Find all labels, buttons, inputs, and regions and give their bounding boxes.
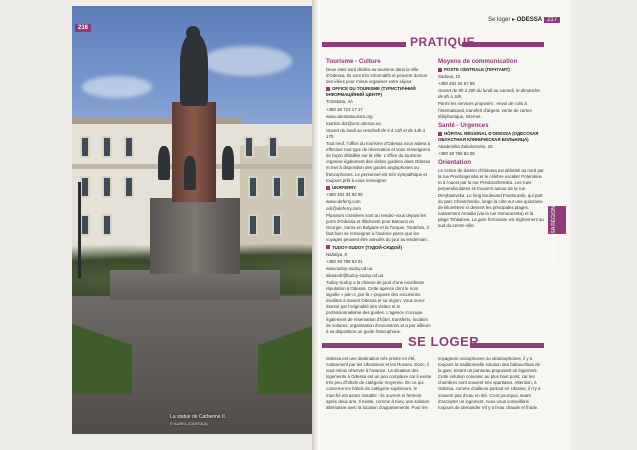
ukrferry-email-link[interactable]: odr@ukrferry.com [326, 205, 361, 211]
tudoy-name: TUDOY-SUDOY (ТУДОЙ-СЮДОЙ) [326, 245, 432, 251]
poste-address: Sadova, 10 [438, 74, 461, 80]
ukrferry-name: UKRFERRY [326, 185, 432, 191]
office-hours: Ouvert du lundi au vendredi de 9 à 13h et de 14h à 17h. [326, 127, 426, 139]
hopital-address: Akademika Zabolotnoho, 26 [438, 143, 493, 149]
ukrferry-phone: +380 482 34 82 96 [326, 191, 363, 197]
pratique-column-2 [438, 56, 544, 328]
office-email-link[interactable]: tourism.dct@omr.odessa.ua [326, 120, 381, 126]
poste-description: Parmi les services proposés : envoi de colis à l'international, transfert d'argent, vente de cartes téléphonique, Internet. [438, 101, 532, 119]
orientation-heading: Orientation [438, 159, 472, 167]
office-description: Tout neuf, l'office du tourisme d'Odessa vous aidera à effectuer tout type de réservation et vous renseignera de façon détaillée sur la ville. L'office du tourisme organise également des visites guidées dans Odessa et met à disposition des guides anglophones ou francophones. Le personnel est très sympathique et toujours prêt à vous renseigner. [326, 141, 431, 183]
moyens-heading: Moyens de communication [438, 58, 518, 65]
se-loger-title: SE LOGER [408, 334, 480, 349]
office-address: Troitskaïa, 4A [326, 99, 353, 105]
se-loger-column-1 [326, 356, 432, 436]
pratique-column-1 [326, 56, 432, 334]
ukrferry-web-link[interactable]: www.ukrferry.com [326, 198, 361, 204]
running-header: Se loger ▸ ODESSA 217 [488, 16, 560, 23]
side-tab-label: ODESSA ET SA RÉGION [551, 206, 557, 264]
se-loger-text-2: voyageurs russophones ou ukrainophones, il y a toujours la traditionnelle solution des babouchkas de la gare, tenant un panneau proposant un logement. Cette solution convainc au plus haut point, car les chambres sont souvent très spartiates. Attention, à Odessa, comme d'ailleurs partout en Ukraine, il n'y a souvent pas d'eau en été. C'est pourquoi, avant d'accepter un logement, nous vous conseillons toujours de demander s'il y a l'eau chaude et froide. [438, 356, 541, 410]
poste-phone: +380 482 26 67 89 [438, 81, 475, 87]
se-loger-bar-right [470, 343, 544, 348]
pratique-title: PRATIQUE [410, 35, 476, 49]
sante-heading: Santé - Urgences [438, 121, 489, 129]
pratique-bar-left [322, 42, 406, 47]
poste-hours: Ouvert de 8h à 20h du lundi au samedi, le dimanche de 8h à 18h. [438, 88, 540, 100]
photo-caption: La statue de Catherine II. © AUREL (ODESSA) [170, 414, 227, 426]
tudoy-email-link[interactable]: alexandr@tudoy-sudoy.od.ua [326, 272, 384, 278]
tourisme-heading: Tourisme - Culture [326, 58, 381, 65]
monument-plinth [150, 198, 240, 274]
tudoy-address: Nahalya, 8 [326, 251, 347, 257]
left-page-number: 216 [75, 24, 91, 32]
statue-figure [180, 34, 208, 106]
office-phone: +380 48 723 17 17 [326, 106, 363, 112]
office-tourisme-name: OFFICE DU TOURISME (ТУРИСТИЧНИЙ ІНФОРМАЦІЙНИЙ ЦЕНТР) [326, 86, 432, 98]
se-loger-text-1: Odessa est une destination très prisée en été, notamment par les Ukrainiens et les Russes. Donc, il vaut mieux réserver à l'avance. La situation des logements à Odessa est un peu complexe car il existe très peu d'hôtels de catégorie moyenne. En ce qui concerne les hôtels de catégorie supérieure, le marché est assez instable : ils ouvrent et ferment après deux ans. Il existe, comme à Kiev, une solution alternative avec la location d'appartements. Pour les [326, 356, 432, 410]
se-loger-bar-left [322, 343, 402, 348]
statue-photo [72, 6, 318, 434]
tourisme-intro: Deux sites sont dédiés au tourisme dans la ville d'Odessa. Ils sont très informatifs et peuvent donner des idées pour mieux organiser votre séjour. [326, 67, 428, 85]
poste-name: POSTE CENTRALE (ПОЧТАМТ) [438, 67, 544, 73]
orientation-text: Le centre de damier d'Odessa est délimité au nord par la rue Preobrajenska et le célèbre escalier Potemkine et à l'ouest par la rue Preobrazhenska. Les rues perpendiculaires se trouvent autour de la rue Derybasivska. Le long boulevard Frantsuzski, qui part du parc Chevtchenko, longe la côte sur une quinzaine de kilomètres et dessert les principales plages, notamment Arcadia (via la rue Genouezska) et la plage Tchkalova. La gare ferroviaire est légèrement au sud du centre-ville. [438, 168, 544, 228]
hopital-phone: +380 48 755 84 05 [438, 151, 475, 157]
se-loger-column-2 [438, 356, 544, 436]
tudoy-phone: +380 48 798 53 01 [326, 258, 363, 264]
tudoy-description: Tudoy-Sudoy a la chance de jouir d'une excellente réputation à Odessa. Cette agence dont le nom signifie « par-ci, par-là » propose des excursions insolites à travers Odessa et sa région. Vous serez étonné par l'originalité des visites et le professionnalisme des guides. L'agence s'occupe également de réservation d'hôtel, transferts, location de voitures, organisation d'excursions et a par ailleurs à sa disposition un guide francophone. [326, 280, 431, 334]
hopital-name: HÔPITAL RÉGIONAL D'ODESSA (ОДЕССКАЯ ОБЛАСТНАЯ КЛИНИЧЕСКАЯ БОЛЬНИЦА) [438, 131, 544, 143]
page-gutter [312, 0, 320, 450]
office-web-link[interactable]: www.odessatourism.org [326, 113, 373, 119]
tudoy-web-link[interactable]: www.tudoy-sudoy.od.ua [326, 265, 373, 271]
ukrferry-description: Plusieurs croisières sont au rendez-vous depuis les ports d'Odessa et Illitchevsk pour Batoumi en Géorgie, Varna en Bulgarie et la Turquie. Toutefois, il faut bien se renseigner à l'avance parce que les voyages peuvent être annulés du jour au lendemain. [326, 213, 429, 243]
